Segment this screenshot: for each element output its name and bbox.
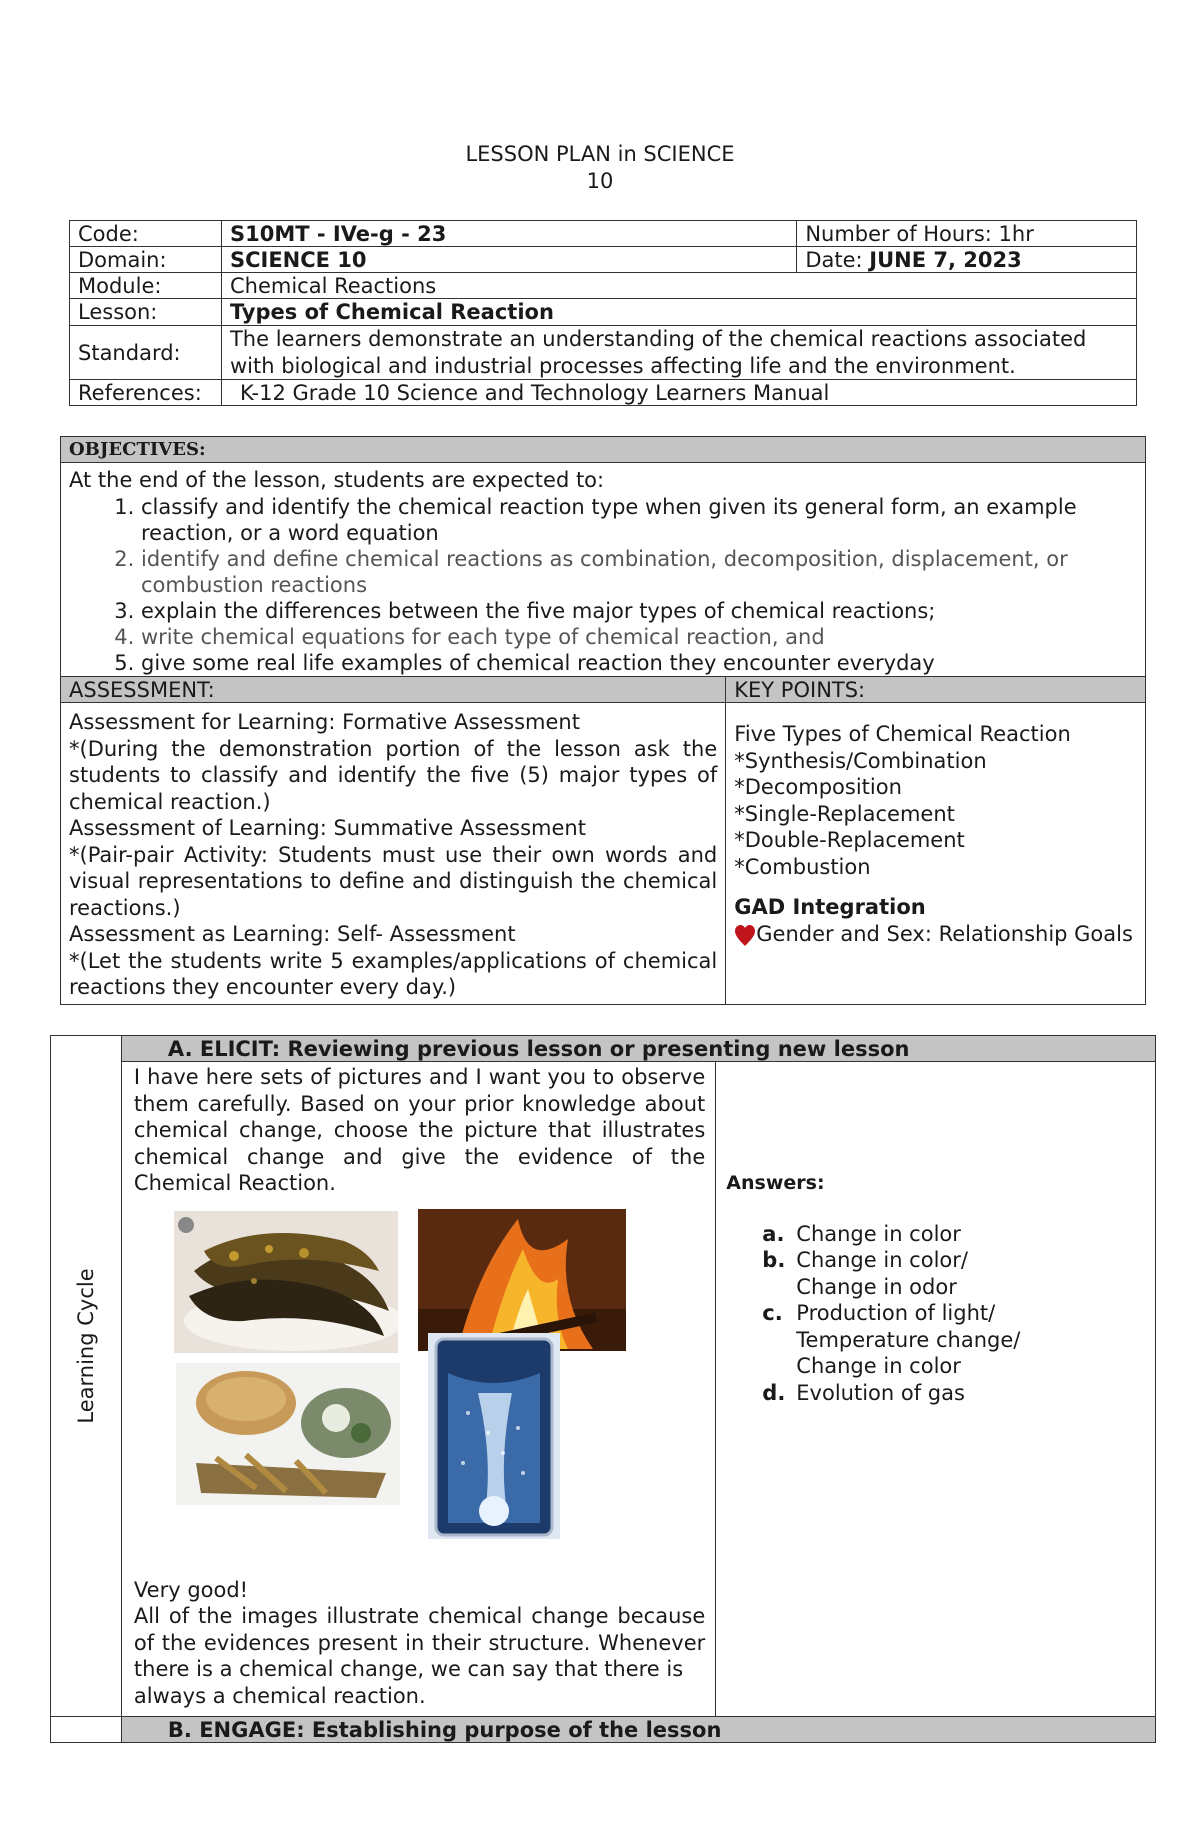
module-value: Chemical Reactions — [221, 273, 1136, 299]
lesson-value: Types of Chemical Reaction — [221, 299, 1136, 326]
info-table — [69, 220, 1137, 406]
key-point-item: *Single-Replacement — [734, 801, 955, 826]
gad-row — [734, 921, 1137, 948]
answer-item — [762, 1247, 1147, 1300]
key-points-heading: KEY POINTS: — [726, 677, 1146, 703]
answer-item — [762, 1221, 1147, 1248]
answer-line: Production of light/ — [796, 1301, 996, 1325]
engage-side-cell — [51, 1717, 122, 1743]
lesson-label: Lesson: — [70, 299, 222, 326]
hours-label: Number of Hours: 1hr — [797, 221, 1137, 247]
gad-title: GAD Integration — [734, 895, 926, 919]
key-point-item: *Combustion — [734, 854, 871, 879]
answer-letter: a. — [762, 1221, 785, 1246]
answers-title: Answers: — [726, 1172, 825, 1194]
domain-label: Domain: — [70, 247, 222, 273]
engage-heading: B. ENGAGE: Establishing purpose of the lesson — [121, 1717, 1155, 1743]
date-value: JUNE 7, 2023 — [869, 247, 1022, 272]
standard-label: Standard: — [70, 326, 222, 380]
answer-letter: b. — [762, 1248, 786, 1272]
assessment-self-title: Assessment as Learning: Self- Assessment — [69, 922, 516, 946]
code-label: Code: — [70, 221, 222, 247]
objective-item: 4. write chemical equations for each type of chemical reaction, and — [141, 624, 1137, 650]
key-point-item: *Synthesis/Combination — [734, 748, 987, 773]
key-points-title: Five Types of Chemical Reaction — [734, 722, 1071, 746]
references-value: K-12 Grade 10 Science and Technology Learners Manual — [221, 380, 1136, 406]
assessment-summative-title: Assessment of Learning: Summative Assessment — [69, 816, 586, 840]
date-label: Date: — [805, 247, 870, 272]
answer-line: Change in odor — [796, 1274, 957, 1299]
key-point-item: *Double-Replacement — [734, 828, 965, 852]
assessment-body — [61, 703, 726, 1005]
domain-value: SCIENCE 10 — [221, 247, 796, 273]
objective-item: 2. identify and define chemical reactions as combination, decomposition, displacement, or combustion reactions — [141, 546, 1137, 598]
answer-line: Change in color — [796, 1354, 961, 1378]
answer-line: Temperature change/ — [796, 1327, 1021, 1352]
photo-grid — [134, 1197, 705, 1577]
gad-body: Gender and Sex: Relationship Goals — [756, 921, 1133, 946]
answer-letter: c. — [762, 1301, 783, 1325]
title-line-2: 10 — [586, 169, 614, 193]
objectives-heading: OBJECTIVES: — [61, 437, 1146, 463]
answer-line: Change in color/ — [796, 1248, 968, 1272]
learning-cycle-side-cell — [51, 1036, 122, 1717]
key-point-item: *Decomposition — [734, 775, 902, 799]
assessment-summative-body: *(Pair-pair Activity: Students must use their own words and visual representations to define and distinguish the chemical reactions.) — [69, 842, 718, 920]
answers-list — [762, 1221, 1147, 1407]
title-line-1: LESSON PLAN in SCIENCE — [465, 142, 735, 166]
learning-cycle-label: Learning Cycle — [73, 1268, 98, 1424]
objectives-table — [60, 436, 1146, 1005]
moldy-food-photo — [176, 1363, 400, 1505]
assessment-formative-body: *(During the demonstration portion of the lesson ask the students to classify and identify the five (5) major types of chemical reaction.) — [69, 736, 718, 814]
objective-item: 5. give some real life examples of chemical reaction they encounter everyday — [141, 650, 1137, 676]
assessment-self-body: *(Let the students write 5 examples/applications of chemical reactions they encounter every day.) — [69, 948, 718, 999]
explanation-text: All of the images illustrate chemical change because of the evidences present in their structure. Whenever there is a chemical change, we can say that there is — [133, 1604, 706, 1681]
answer-letter: d. — [762, 1380, 786, 1405]
effervescent-tablet-photo — [428, 1333, 560, 1539]
heart-icon — [734, 924, 756, 948]
very-good-text: Very good! — [133, 1577, 249, 1602]
answer-line: Evolution of gas — [796, 1380, 965, 1405]
answer-item — [762, 1380, 1147, 1407]
module-label: Module: — [70, 273, 222, 299]
elicit-intro: I have here sets of pictures and I want you to observe them carefully. Based on your prior knowledge about chemical change, choose the picture that illustrates chemical change and give the evidence of the Chemical Reaction. — [133, 1065, 706, 1195]
standard-value: The learners demonstrate an understanding of the chemical reactions associated with biological and industrial processes affecting life and the environment. — [221, 326, 1136, 380]
objectives-list — [69, 494, 1137, 676]
assessment-heading: ASSESSMENT: — [61, 677, 726, 703]
rotten-bananas-photo — [174, 1211, 398, 1353]
elicit-heading: A. ELICIT: Reviewing previous lesson or presenting new lesson — [121, 1036, 1155, 1062]
date-cell — [797, 247, 1137, 273]
objective-item: 3. explain the differences between the five major types of chemical reactions; — [141, 598, 1137, 624]
campfire-photo — [418, 1209, 626, 1351]
code-value: S10MT - IVe-g - 23 — [221, 221, 796, 247]
answers-cell — [716, 1062, 1156, 1717]
explanation-end: always a chemical reaction. — [133, 1683, 426, 1708]
assessment-formative-title: Assessment for Learning: Formative Assessment — [69, 710, 580, 734]
objectives-body — [61, 463, 1146, 677]
answer-line: Change in color — [796, 1221, 961, 1246]
lesson-plan-title — [0, 141, 1200, 195]
objectives-intro: At the end of the lesson, students are expected to: — [69, 468, 605, 492]
objective-item: 1. classify and identify the chemical reaction type when given its general form, an example reaction, or a word equation — [141, 494, 1137, 546]
key-points-body — [726, 703, 1146, 1005]
references-label: References: — [70, 380, 222, 406]
answer-item — [762, 1300, 1147, 1380]
elicit-left-cell — [121, 1062, 715, 1717]
learning-cycle-table — [50, 1035, 1156, 1743]
